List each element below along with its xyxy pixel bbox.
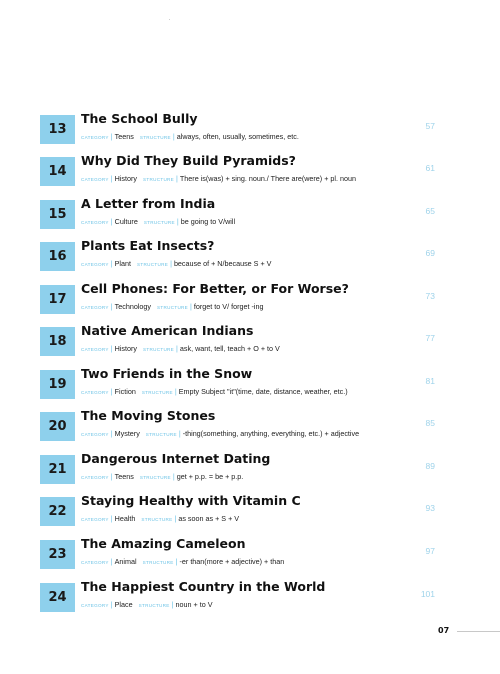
- category-value: History: [114, 174, 138, 183]
- page-number: 61: [425, 163, 435, 173]
- chapter-number: 21: [40, 455, 75, 484]
- chapter-meta: [81, 600, 213, 609]
- folio-rule: [457, 631, 500, 632]
- separator: |: [110, 344, 113, 353]
- structure-value: noun + to V: [175, 600, 213, 609]
- chapter-title: The Happiest Country in the World: [81, 579, 326, 594]
- structure-label: STRUCTURE: [143, 220, 175, 225]
- chapter-meta: [81, 387, 348, 396]
- chapter-number: 20: [40, 412, 75, 441]
- page-number: 77: [425, 333, 435, 343]
- page-number: 81: [425, 376, 435, 386]
- chapter-meta: [81, 429, 359, 438]
- structure-value: ask, want, tell, teach + O + to V: [179, 344, 280, 353]
- chapter-title: Native American Indians: [81, 323, 254, 338]
- category-value: Teens: [114, 472, 134, 481]
- separator: |: [110, 557, 113, 566]
- structure-label: STRUCTURE: [138, 603, 170, 608]
- separator: |: [110, 302, 113, 311]
- toc-entry: [40, 366, 460, 402]
- structure-label: STRUCTURE: [142, 560, 174, 565]
- category-value: Culture: [114, 217, 138, 226]
- structure-value: Empty Subject "it"(time, date, distance, weather, etc.): [178, 387, 348, 396]
- structure-value: -thing(something, anything, everything, etc.) + adjective: [182, 429, 360, 438]
- category-value: History: [114, 344, 138, 353]
- separator: |: [174, 387, 177, 396]
- structure-value: There is(was) + sing. noun./ There are(were) + pl. noun: [179, 174, 356, 183]
- chapter-number: 24: [40, 583, 75, 612]
- category-label: CATEGORY: [81, 390, 109, 395]
- toc-entry: [40, 408, 460, 444]
- page-number: 57: [425, 121, 435, 131]
- chapter-title: The Amazing Cameleon: [81, 536, 246, 551]
- chapter-title: A Letter from India: [81, 196, 216, 211]
- toc-entry: [40, 579, 460, 615]
- category-value: Place: [114, 600, 133, 609]
- separator: |: [176, 344, 178, 353]
- chapter-meta: [81, 259, 271, 268]
- structure-label: STRUCTURE: [143, 177, 175, 182]
- page-number: 89: [425, 461, 435, 471]
- toc-entry: [40, 153, 460, 189]
- category-label: CATEGORY: [81, 560, 109, 565]
- category-label: CATEGORY: [81, 603, 109, 608]
- structure-label: STRUCTURE: [137, 262, 169, 267]
- chapter-number: 15: [40, 200, 75, 229]
- separator: |: [110, 132, 113, 141]
- category-label: CATEGORY: [81, 262, 109, 267]
- category-label: CATEGORY: [81, 135, 109, 140]
- chapter-meta: [81, 557, 284, 566]
- category-label: CATEGORY: [81, 432, 109, 437]
- category-label: CATEGORY: [81, 305, 109, 310]
- structure-label: STRUCTURE: [143, 347, 175, 352]
- separator: |: [170, 259, 172, 268]
- page-number: 97: [425, 546, 435, 556]
- category-value: Fiction: [114, 387, 136, 396]
- page-number: 101: [420, 589, 435, 599]
- chapter-title: Plants Eat Insects?: [81, 238, 215, 253]
- separator: |: [171, 600, 174, 609]
- chapter-meta: [81, 217, 235, 226]
- chapter-number: 22: [40, 497, 75, 526]
- structure-label: STRUCTURE: [145, 432, 177, 437]
- category-value: Animal: [114, 557, 137, 566]
- chapter-meta: [81, 174, 356, 183]
- chapter-number: 14: [40, 157, 75, 186]
- toc-entry: [40, 196, 460, 232]
- separator: |: [178, 429, 181, 438]
- separator: |: [110, 472, 113, 481]
- separator: |: [110, 514, 113, 523]
- structure-value: be going to V/will: [180, 217, 236, 226]
- structure-value: -er than(more + adjective) + than: [179, 557, 285, 566]
- chapter-number: 17: [40, 285, 75, 314]
- page-number: 93: [425, 503, 435, 513]
- category-value: Health: [114, 514, 136, 523]
- chapter-number: 23: [40, 540, 75, 569]
- separator: |: [110, 217, 113, 226]
- separator: |: [174, 514, 177, 523]
- separator: |: [172, 472, 175, 481]
- structure-value: as soon as + S + V: [178, 514, 240, 523]
- chapter-meta: [81, 302, 263, 311]
- category-value: Technology: [114, 302, 152, 311]
- page-number: 73: [425, 291, 435, 301]
- separator: |: [110, 259, 113, 268]
- chapter-title: Staying Healthy with Vitamin C: [81, 493, 301, 508]
- category-value: Plant: [114, 259, 132, 268]
- separator: |: [110, 174, 113, 183]
- chapter-number: 19: [40, 370, 75, 399]
- page-number: 85: [425, 418, 435, 428]
- separator: |: [176, 174, 178, 183]
- chapter-title: Why Did They Build Pyramids?: [81, 153, 296, 168]
- chapter-meta: [81, 514, 239, 523]
- structure-label: STRUCTURE: [139, 135, 171, 140]
- category-label: CATEGORY: [81, 347, 109, 352]
- separator: |: [110, 429, 113, 438]
- page-number: 65: [425, 206, 435, 216]
- toc-entry: [40, 111, 460, 147]
- chapter-title: Dangerous Internet Dating: [81, 451, 271, 466]
- chapter-title: The School Bully: [81, 111, 198, 126]
- separator: |: [190, 302, 192, 311]
- toc-entry: [40, 536, 460, 572]
- category-label: CATEGORY: [81, 220, 109, 225]
- structure-value: always, often, usually, sometimes, etc.: [176, 132, 299, 141]
- structure-label: STRUCTURE: [157, 305, 189, 310]
- chapter-title: Cell Phones: For Better, or For Worse?: [81, 281, 349, 296]
- structure-value: because of + N/because S + V: [173, 259, 272, 268]
- chapter-title: Two Friends in the Snow: [81, 366, 253, 381]
- separator: |: [176, 217, 179, 226]
- chapter-number: 16: [40, 242, 75, 271]
- folio-page-number: 07: [438, 626, 450, 635]
- category-value: Mystery: [114, 429, 140, 438]
- chapter-meta: [81, 344, 280, 353]
- toc-entry: [40, 493, 460, 529]
- chapter-number: 18: [40, 327, 75, 356]
- category-value: Teens: [114, 132, 134, 141]
- dust-speck: [169, 19, 170, 20]
- toc-entry: [40, 281, 460, 317]
- chapter-title: The Moving Stones: [81, 408, 216, 423]
- chapter-meta: [81, 472, 243, 481]
- separator: |: [175, 557, 178, 566]
- toc-entry: [40, 323, 460, 359]
- structure-label: STRUCTURE: [139, 475, 171, 480]
- structure-value: forget to V/ forget -ing: [193, 302, 264, 311]
- chapter-number: 13: [40, 115, 75, 144]
- separator: |: [110, 387, 113, 396]
- structure-label: STRUCTURE: [141, 390, 173, 395]
- page-number: 69: [425, 248, 435, 258]
- toc-entry: [40, 238, 460, 274]
- chapter-meta: [81, 132, 299, 141]
- category-label: CATEGORY: [81, 475, 109, 480]
- category-label: CATEGORY: [81, 517, 109, 522]
- toc-entry: [40, 451, 460, 487]
- category-label: CATEGORY: [81, 177, 109, 182]
- structure-label: STRUCTURE: [141, 517, 173, 522]
- separator: |: [110, 600, 113, 609]
- structure-value: get + p.p. = be + p.p.: [176, 472, 244, 481]
- separator: |: [172, 132, 175, 141]
